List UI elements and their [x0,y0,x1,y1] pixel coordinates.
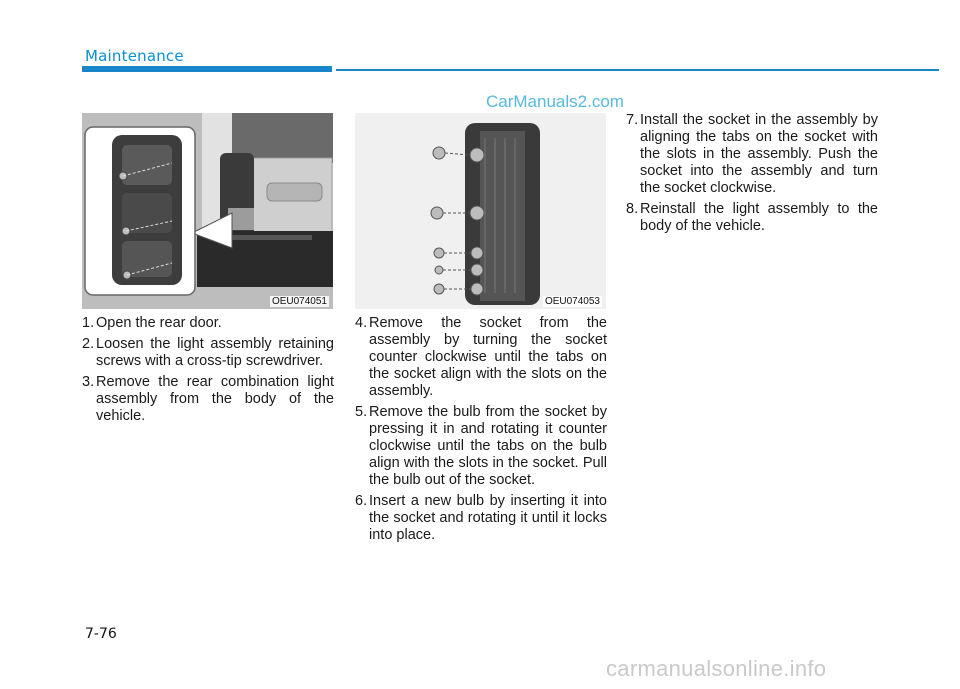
watermark-bottom[interactable]: carmanualsonline.info [606,656,827,681]
step-number: 1. [82,315,95,331]
watermark-top[interactable]: CarManuals2.com [486,92,624,111]
steps-column-3 [626,112,878,239]
header-rule-thick [82,66,332,72]
step-number: 6. [355,493,368,509]
step-number: 4. [355,315,368,331]
steps-column-1 [82,315,334,429]
step-text: Remove the socket from the assembly by turning the socket counter clockwise until the tabs on the socket align with the slots on the assembly. [369,315,607,399]
figure-rear-light [82,113,333,309]
steps-column-2 [355,315,607,548]
figure-code: OEU074051 [271,296,327,307]
step-number: 8. [626,201,639,217]
figure-light-assembly [355,113,606,309]
light-assembly-illustration [355,113,606,309]
step-item [82,336,334,370]
step-item [626,112,878,197]
page-number: 7-76 [85,626,117,642]
section-title: Maintenance [85,47,184,65]
step-number: 3. [82,374,95,390]
step-number: 5. [355,404,368,420]
step-text: Loosen the light assembly retaining screws with a cross-tip screwdriver. [96,336,334,369]
step-number: 7. [626,112,639,128]
header-rule-thin [336,69,939,71]
step-item [82,374,334,425]
step-number: 2. [82,336,95,352]
step-text: Remove the bulb from the socket by pressing it in and rotating it counter clockwise until the tabs on the bulb align with the slots in the socket. Pull the bulb out of the socket. [369,404,607,488]
rear-light-illustration [82,113,333,309]
step-text: Reinstall the light assembly to the body of the vehicle. [640,201,878,234]
step-item [82,315,334,332]
figure-code: OEU074053 [544,296,600,307]
step-text: Open the rear door. [96,315,222,331]
step-item [355,493,607,544]
step-item [355,404,607,489]
step-item [626,201,878,235]
step-item [355,315,607,400]
step-text: Insert a new bulb by inserting it into the socket and rotating it until it locks into place. [369,493,607,543]
step-text: Remove the rear combination light assembly from the body of the vehicle. [96,374,334,424]
step-text: Install the socket in the assembly by aligning the tabs on the socket with the slots in the assembly. Push the socket into the assembly and turn the socket clockwise. [640,112,878,196]
